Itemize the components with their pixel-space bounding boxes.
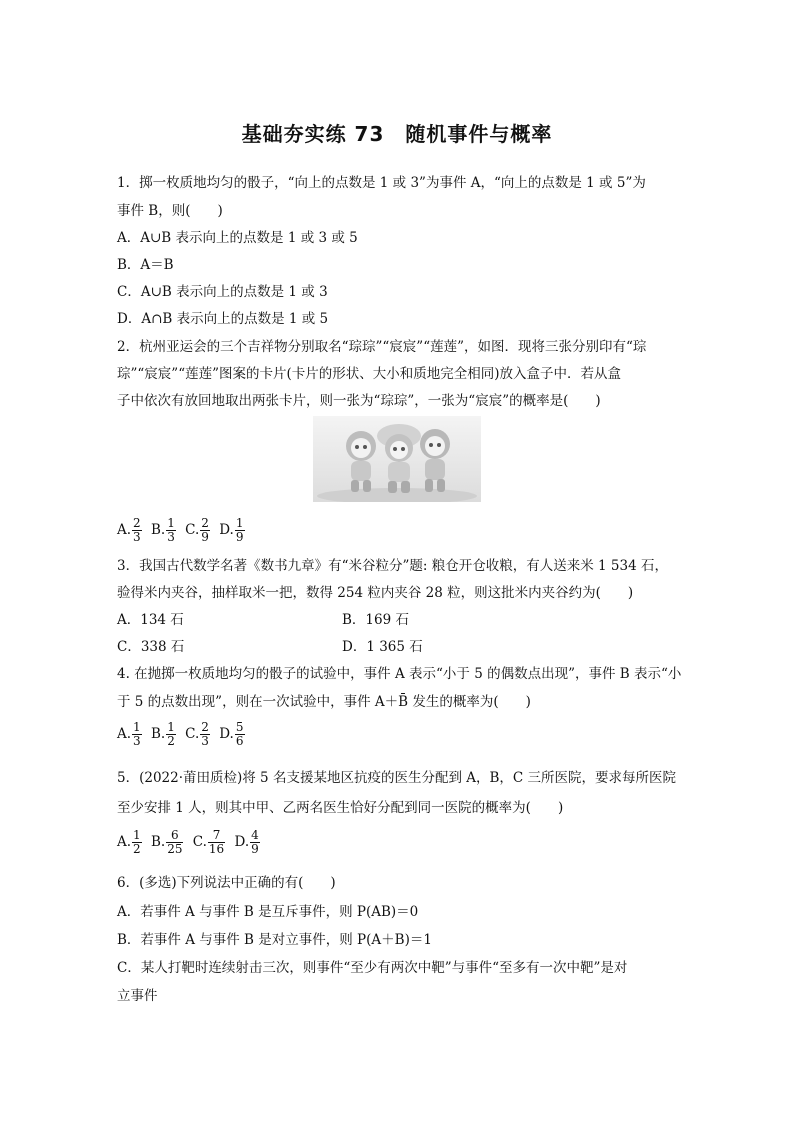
q5-options [117, 828, 265, 856]
q3-option-a: A．134 石 [117, 612, 184, 628]
q1-stem-line1: 1．掷一枚质地均匀的骰子，“向上的点数是 1 或 3”为事件 A，“向上的点数是 1 或 5”为 [117, 175, 646, 191]
q1-stem-line2: 事件 B，则( ) [117, 203, 223, 219]
q4-option-d: D. $\frac{5}{6}$ [219, 720, 244, 748]
page-title: 基础夯实练 73 随机事件与概率 [241, 122, 553, 146]
q5-option-d: D. $\frac{4}{9}$ [234, 828, 259, 856]
q2-options [117, 516, 250, 544]
q3-option-c: C．338 石 [117, 639, 185, 655]
q1-option-c: C．A∪B 表示向上的点数是 1 或 3 [117, 284, 328, 300]
q1-option-b: B．A＝B [117, 257, 174, 273]
q5-option-c: C. $\frac{7}{16}$ [192, 828, 225, 856]
mascots-image [313, 416, 481, 502]
q3-stem-line1: 3．我国古代数学名著《数书九章》有“米谷粒分”题: 粮仓开仓收粮，有人送来米 1 534 石， [117, 558, 668, 574]
q3-stem-line2: 验得米内夹谷，抽样取米一把，数得 254 粒内夹谷 28 粒，则这批米内夹谷约为( ) [117, 585, 634, 601]
q2-option-c: C. $\frac{2}{9}$ [185, 516, 209, 544]
q6-option-c-line1: C．某人打靶时连续射击三次，则事件“至少有两次中靶”与事件“至多有一次中靶”是对 [117, 960, 628, 976]
q3-option-b: B．169 石 [342, 612, 409, 628]
q6-option-b: B．若事件 A 与事件 B 是对立事件，则 P(A＋B)＝1 [117, 932, 432, 948]
q3-option-d: D．1 365 石 [342, 639, 423, 655]
q4-stem-line1: 4. 在抛掷一枚质地均匀的骰子的试验中，事件 A 表示“小于 5 的偶数点出现”，事件 B 表示“小 [117, 666, 682, 682]
q2-option-a: A. $\frac{2}{3}$ [117, 516, 141, 544]
q1-option-a: A．A∪B 表示向上的点数是 1 或 3 或 5 [117, 230, 358, 246]
q4-option-c: C. $\frac{2}{3}$ [185, 720, 209, 748]
q5-option-a: A. $\frac{1}{2}$ [117, 828, 141, 856]
q5-option-b: B. $\frac{6}{25}$ [150, 828, 183, 856]
q2-stem-line1: 2．杭州亚运会的三个吉祥物分别取名“琮琮”“宸宸”“莲莲”，如图．现将三张分别印有“琮 [117, 339, 647, 355]
q2-stem-line2: 琮”“宸宸”“莲莲”图案的卡片(卡片的形状、大小和质地完全相同)放入盒子中．若从盒 [117, 366, 622, 382]
q5-stem-line2: 至少安排 1 人，则其中甲、乙两名医生恰好分配到同一医院的概率为( ) [117, 800, 564, 816]
q4-option-b: B. $\frac{1}{2}$ [150, 720, 175, 748]
q4-option-a: A. $\frac{1}{3}$ [117, 720, 141, 748]
q1-option-d: D．A∩B 表示向上的点数是 1 或 5 [117, 311, 329, 327]
q2-option-b: B. $\frac{1}{3}$ [150, 516, 175, 544]
q4-options [117, 720, 250, 748]
q6-option-c-line2: 立事件 [117, 988, 158, 1004]
q5-stem-line1: 5．(2022·莆田质检)将 5 名支援某地区抗疫的医生分配到 A，B，C 三所医院，要求每所医院 [117, 770, 677, 786]
q2-option-d: D. $\frac{1}{9}$ [219, 516, 244, 544]
q4-stem-line2: 于 5 的点数出现”，则在一次试验中，事件 A＋B̄ 发生的概率为( ) [117, 694, 531, 710]
q2-stem-line3: 子中依次有放回地取出两张卡片，则一张为“琮琮”，一张为“宸宸”的概率是( ) [117, 393, 601, 409]
q6-option-a: A．若事件 A 与事件 B 是互斥事件，则 P(AB)＝0 [117, 904, 419, 920]
q6-stem-line1: 6．(多选)下列说法中正确的有( ) [117, 875, 336, 891]
